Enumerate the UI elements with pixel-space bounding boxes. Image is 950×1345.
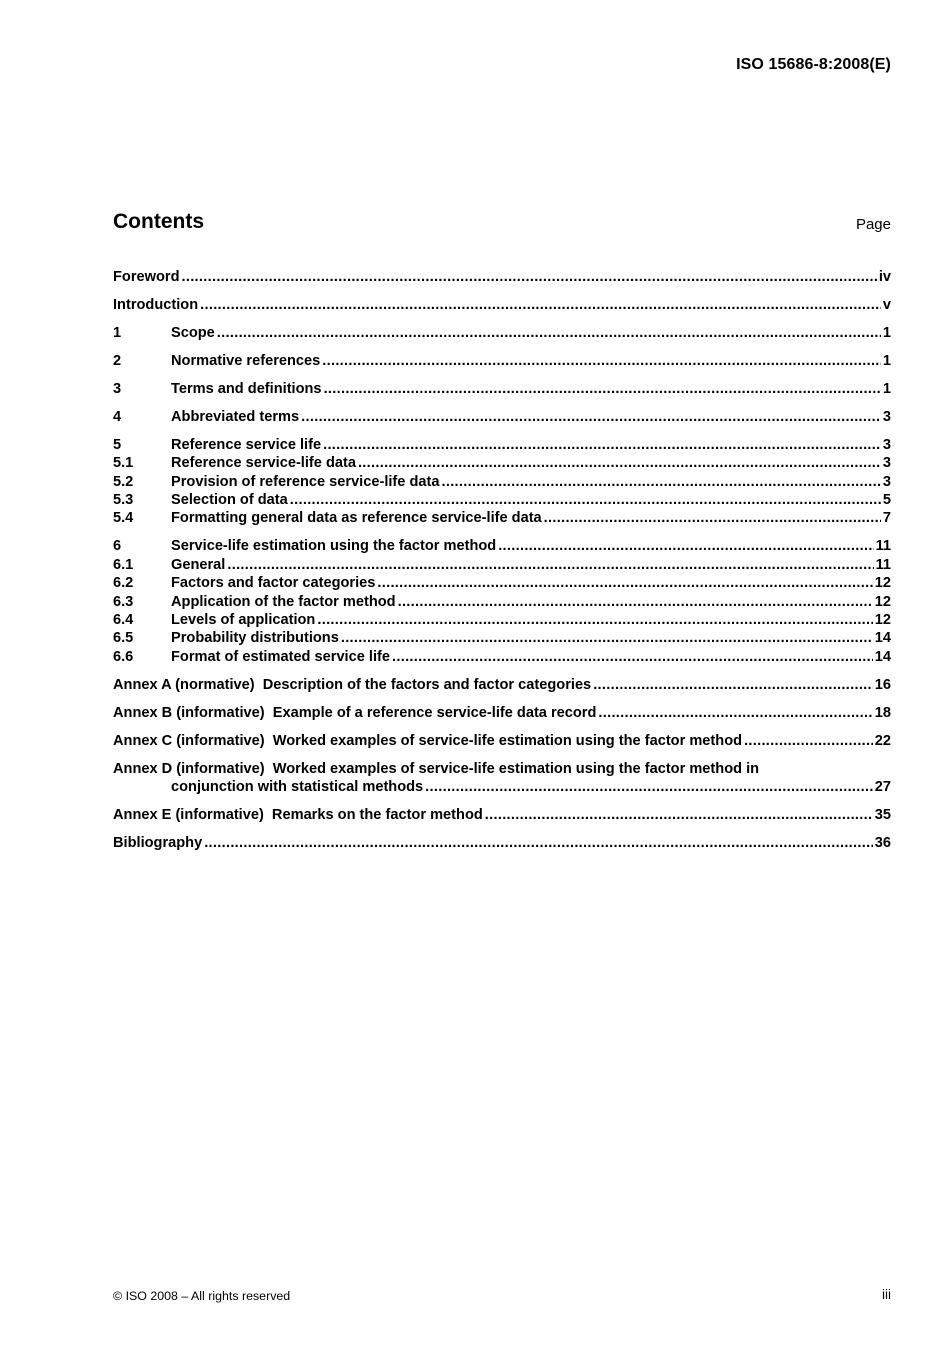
toc-entry-page: 36 [874,835,891,852]
dot-leader [441,473,880,491]
toc-entry-annex-c[interactable] [113,732,891,750]
toc-entry-title: Foreword [113,269,180,285]
document-id: ISO 15686-8:2008(E) [736,56,891,73]
toc-entry-page: 14 [874,648,891,665]
toc-entry-title: Format of estimated service life [171,648,390,665]
toc-entry-page: 35 [874,807,891,824]
toc-entry-2[interactable] [113,352,891,370]
toc-entry-number: 1 [113,324,122,341]
toc-entry-page: 3 [882,436,891,453]
toc-entry-5[interactable] [113,436,891,454]
toc-entry-annex-a[interactable] [113,676,891,694]
dot-leader [324,380,881,398]
toc-entry-6-2[interactable] [113,574,891,592]
dot-leader [544,509,881,527]
toc-entry-introduction[interactable] [113,296,891,314]
dot-leader [323,436,881,454]
toc-entry-page: 1 [882,352,891,369]
toc-entry-3[interactable] [113,380,891,398]
toc-entry-title: Levels of application [171,612,316,629]
dot-leader [290,491,881,509]
dot-leader [485,806,873,824]
dot-leader [358,454,881,472]
dot-leader [598,704,872,722]
toc-entry-page: 12 [874,612,891,629]
toc-entry-number: 6.6 [113,648,134,665]
toc-entry-page: 18 [874,704,891,721]
table-of-contents [113,268,891,852]
toc-entry-number: 6.3 [113,593,134,610]
toc-entry-number: 6 [113,538,122,555]
toc-entry-title: Formatting general data as reference service-life data [171,510,542,527]
toc-entry-title: Probability distributions [171,630,339,647]
toc-entry-page: 3 [882,455,891,472]
toc-entry-6-6[interactable] [113,648,891,666]
toc-entry-title: Annex A (normative) Description of the factors and factor categories [113,676,592,693]
toc-entry-title: Application of the factor method [171,593,396,610]
dot-leader [341,629,873,647]
toc-entry-title: General [171,556,226,573]
toc-entry-number: 6.4 [113,612,134,629]
dot-leader [204,834,873,852]
toc-entry-1[interactable] [113,324,891,342]
toc-entry-page: 1 [882,380,891,397]
toc-entry-number: 5.2 [113,473,134,490]
dot-leader [392,648,873,666]
toc-entry-page: 22 [874,732,891,749]
toc-entry-title: Annex D (informative) Worked examples of service-life estimation using the factor method in [113,760,760,777]
toc-entry-page: 27 [874,779,891,796]
toc-entry-title: Provision of reference service-life data [171,473,440,490]
toc-entry-title: Scope [171,324,215,341]
toc-entry-title: Service-life estimation using the factor method [171,538,497,555]
toc-entry-title: Normative references [171,352,321,369]
toc-entry-page: 5 [882,492,891,509]
toc-entry-number: 5 [113,436,122,453]
toc-entry-6-1[interactable] [113,556,891,574]
toc-entry-6-4[interactable] [113,611,891,629]
toc-entry-number: 2 [113,352,122,369]
toc-entry-title: Abbreviated terms [171,408,300,425]
toc-entry-6-3[interactable] [113,593,891,611]
toc-entry-number: 5.4 [113,510,134,527]
toc-entry-title: Bibliography [113,835,203,852]
toc-entry-page: 3 [882,408,891,425]
toc-entry-bibliography[interactable] [113,834,891,852]
toc-entry-page: 7 [882,510,891,527]
toc-entry-annex-e[interactable] [113,806,891,824]
toc-entry-5-2[interactable] [113,473,891,491]
dot-leader [398,593,873,611]
dot-leader [317,611,872,629]
toc-entry-page: 16 [874,676,891,693]
toc-entry-page: 11 [875,556,891,573]
page-title: Contents [113,210,204,233]
toc-entry-page: 12 [874,593,891,610]
toc-entry-title: Reference service life [171,436,322,453]
toc-entry-page: 11 [875,538,891,555]
toc-entry-number: 3 [113,380,122,397]
toc-entry-title: Reference service-life data [171,455,356,472]
toc-entry-foreword[interactable] [113,268,891,286]
toc-entry-number: 6.2 [113,575,134,592]
toc-entry-number: 4 [113,408,122,425]
dot-leader [227,556,873,574]
toc-entry-title: Terms and definitions [171,380,322,397]
dot-leader [217,324,881,342]
toc-entry-title: Annex E (informative) Remarks on the factor method [113,807,483,824]
toc-entry-number: 5.1 [113,455,134,472]
toc-entry-number: 6.1 [113,556,134,573]
toc-entry-title: Factors and factor categories [171,575,376,592]
toc-entry-5-1[interactable] [113,454,891,472]
dot-leader [744,732,873,750]
toc-entry-page: 1 [882,324,891,341]
dot-leader [181,268,876,286]
dot-leader [322,352,881,370]
page-column-label: Page [855,216,891,233]
toc-entry-page: iv [878,269,891,285]
toc-entry-number: 5.3 [113,492,134,509]
toc-entry-4[interactable] [113,408,891,426]
toc-entry-number: 6.5 [113,630,134,647]
toc-entry-annex-d[interactable] [113,760,891,797]
dot-leader [200,296,881,314]
toc-entry-6-5[interactable] [113,629,891,647]
toc-entry-title-continued: conjunction with statistical methods [171,779,424,796]
copyright-notice: © ISO 2008 – All rights reserved [113,1289,291,1303]
toc-entry-title: Selection of data [171,492,288,509]
toc-entry-5-3[interactable] [113,491,891,509]
toc-entry-title: Annex C (informative) Worked examples of service-life estimation using the factor method [113,732,743,749]
toc-entry-page: v [882,296,891,313]
toc-entry-title: Annex B (informative) Example of a reference service-life data record [113,704,597,721]
dot-leader [425,778,873,796]
toc-entry-annex-b[interactable] [113,704,891,722]
dot-leader [301,408,881,426]
toc-entry-title: Introduction [113,296,199,313]
toc-entry-page: 14 [874,630,891,647]
toc-entry-6[interactable] [113,537,891,555]
toc-entry-page: 12 [874,575,891,592]
dot-leader [498,537,873,555]
dot-leader [593,676,873,694]
toc-entry-5-4[interactable] [113,509,891,527]
page-number: iii [882,1287,891,1302]
toc-entry-page: 3 [882,473,891,490]
dot-leader [377,574,872,592]
